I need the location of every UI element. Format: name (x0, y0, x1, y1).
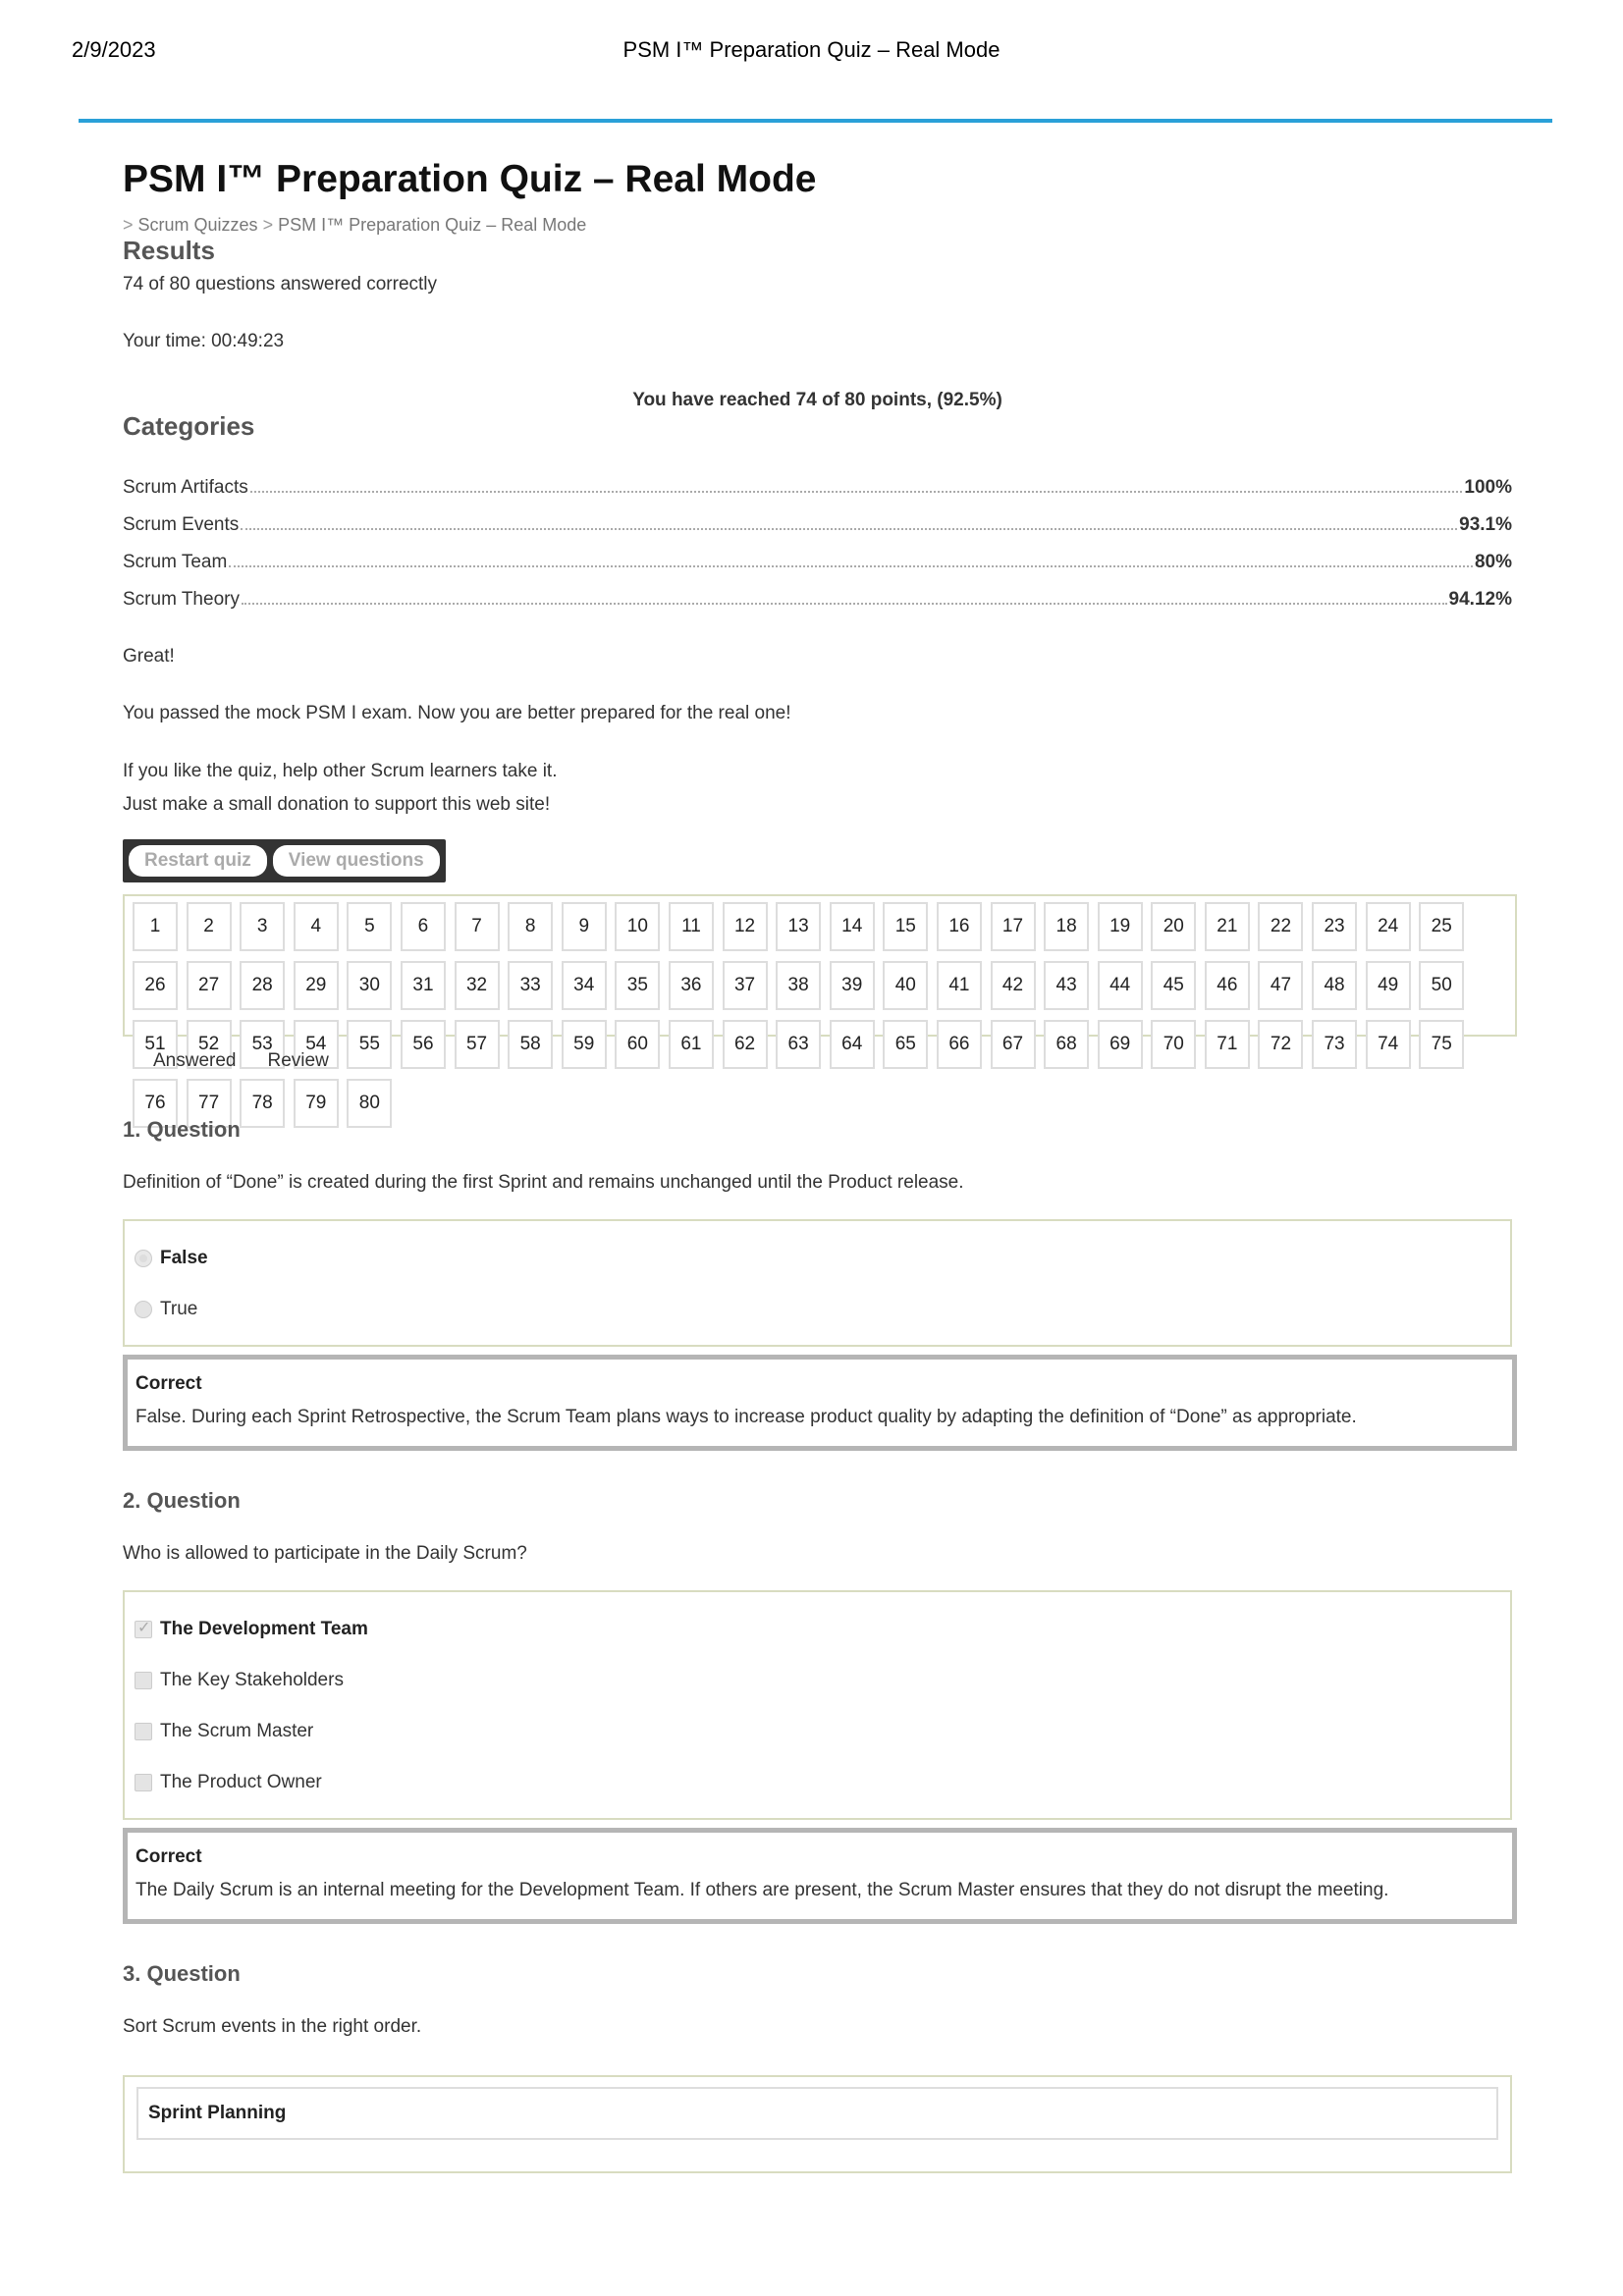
checkbox-checked-icon[interactable] (135, 1621, 152, 1638)
question-nav-item[interactable]: 8 (508, 902, 553, 951)
answer-option[interactable] (135, 1706, 1500, 1757)
question-nav-item[interactable]: 47 (1258, 961, 1303, 1010)
category-score: 80% (1474, 551, 1512, 572)
question-nav-item[interactable]: 25 (1419, 902, 1464, 951)
question-nav-item[interactable]: 69 (1098, 1020, 1143, 1069)
question-nav-item[interactable]: 28 (240, 961, 285, 1010)
breadcrumb-separator: > (262, 214, 274, 235)
question-nav-item[interactable]: 33 (508, 961, 553, 1010)
checkbox-icon[interactable] (135, 1723, 152, 1740)
question-nav-item[interactable]: 64 (830, 1020, 875, 1069)
dotted-leader (242, 603, 1447, 605)
question-nav-item[interactable]: 14 (830, 902, 875, 951)
question-nav-item[interactable]: 51 (133, 1020, 178, 1069)
time-taken: Your time: 00:49:23 (123, 330, 285, 351)
question-nav-item[interactable]: 77 (187, 1079, 232, 1128)
feedback-text: False. During each Sprint Retrospective, the Scrum Team plans ways to increase product quality by adapting the definition of “Done” as appropriate. (135, 1406, 1357, 1427)
question-nav-item[interactable]: 4 (294, 902, 339, 951)
checkbox-icon[interactable] (135, 1774, 152, 1791)
legend-review: Review (267, 1049, 329, 1071)
answer-label: The Development Team (160, 1618, 368, 1639)
checkbox-icon[interactable] (135, 1672, 152, 1689)
categories-heading: Categories (123, 410, 255, 441)
question-nav-item[interactable]: 6 (401, 902, 446, 951)
question-nav-item[interactable]: 68 (1044, 1020, 1089, 1069)
restart-quiz-button[interactable]: Restart quiz (129, 845, 267, 877)
question-navigator-grid (133, 902, 1507, 1138)
view-questions-button[interactable]: View questions (273, 845, 440, 877)
question-nav-item[interactable]: 63 (776, 1020, 821, 1069)
question-nav-item[interactable]: 70 (1151, 1020, 1196, 1069)
category-score: 93.1% (1459, 513, 1512, 535)
question-nav-item[interactable]: 18 (1044, 902, 1089, 951)
question-nav-item[interactable]: 49 (1366, 961, 1411, 1010)
question-nav-item[interactable]: 61 (669, 1020, 714, 1069)
question-nav-item[interactable]: 57 (455, 1020, 500, 1069)
answer-list (123, 1219, 1512, 1347)
question-nav-item[interactable]: 11 (669, 902, 714, 951)
question-nav-item[interactable]: 26 (133, 961, 178, 1010)
question-text: Who is allowed to participate in the Daily Scrum? (123, 1542, 527, 1564)
answered-count: 74 of 80 questions answered correctly (123, 273, 438, 294)
question-nav-item[interactable]: 76 (133, 1079, 178, 1128)
question-nav-item[interactable]: 1 (133, 902, 178, 951)
answer-label: True (160, 1298, 198, 1319)
category-row (123, 499, 1512, 536)
question-nav-item[interactable]: 54 (294, 1020, 339, 1069)
question-nav-item[interactable]: 41 (937, 961, 982, 1010)
print-title: PSM I™ Preparation Quiz – Real Mode (622, 37, 1001, 62)
answer-list (123, 1590, 1512, 1820)
answer-label: The Product Owner (160, 1771, 322, 1792)
quiz-action-bar (123, 839, 446, 882)
question-nav-item[interactable]: 73 (1312, 1020, 1357, 1069)
points-summary: You have reached 74 of 80 points, (92.5%) (632, 389, 1002, 410)
question-nav-item[interactable]: 36 (669, 961, 714, 1010)
radio-selected-icon[interactable] (135, 1250, 152, 1267)
question-nav-item[interactable]: 19 (1098, 902, 1143, 951)
feedback-text: The Daily Scrum is an internal meeting for the Development Team. If others are present, the Scrum Master ensures that they do not disrupt the meeting. (135, 1879, 1389, 1900)
radio-icon[interactable] (135, 1301, 152, 1318)
answer-feedback (123, 1355, 1517, 1451)
answer-option[interactable] (135, 1233, 1500, 1284)
page-title: PSM I™ Preparation Quiz – Real Mode (123, 158, 817, 200)
sortable-item[interactable]: Sprint Planning (136, 2087, 1498, 2140)
question-nav-item[interactable]: 39 (830, 961, 875, 1010)
print-header (72, 37, 1551, 67)
question-nav-item[interactable]: 53 (240, 1020, 285, 1069)
answer-option[interactable] (135, 1604, 1500, 1655)
feedback-title: Correct (135, 1372, 202, 1394)
question-nav-item[interactable]: 80 (347, 1079, 392, 1128)
question-nav-item[interactable]: 34 (562, 961, 607, 1010)
question-nav-item[interactable]: 37 (723, 961, 768, 1010)
question-nav-item[interactable]: 5 (347, 902, 392, 951)
question-nav-item[interactable]: 20 (1151, 902, 1196, 951)
answer-label: The Scrum Master (160, 1720, 314, 1741)
dotted-leader (241, 528, 1457, 530)
answer-option[interactable] (135, 1655, 1500, 1706)
question-text: Definition of “Done” is created during the first Sprint and remains unchanged until the Product release. (123, 1171, 964, 1193)
question-nav-item[interactable]: 48 (1312, 961, 1357, 1010)
question-nav-item[interactable]: 9 (562, 902, 607, 951)
question-nav-item[interactable]: 2 (187, 902, 232, 951)
question-nav-item[interactable]: 78 (240, 1079, 285, 1128)
breadcrumb-separator: > (123, 214, 134, 235)
breadcrumb (123, 215, 1512, 236)
category-row (123, 573, 1512, 611)
category-name: Scrum Team (123, 551, 228, 572)
category-score: 100% (1464, 476, 1512, 498)
question-nav-item[interactable]: 38 (776, 961, 821, 1010)
breadcrumb-link-scrum-quizzes[interactable]: Scrum Quizzes (137, 214, 258, 235)
question-nav-item[interactable]: 27 (187, 961, 232, 1010)
category-list (123, 461, 1512, 611)
question-nav-item[interactable]: 71 (1205, 1020, 1250, 1069)
category-score: 94.12% (1448, 588, 1512, 610)
answer-label: The Key Stakeholders (160, 1669, 344, 1690)
question-nav-item[interactable]: 62 (723, 1020, 768, 1069)
question-nav-item[interactable]: 23 (1312, 902, 1357, 951)
question-heading: 2. Question (123, 1487, 241, 1513)
category-name: Scrum Events (123, 513, 240, 535)
answer-feedback (123, 1828, 1517, 1924)
question-nav-item[interactable]: 50 (1419, 961, 1464, 1010)
question-nav-item[interactable]: 13 (776, 902, 821, 951)
question-nav-item[interactable]: 74 (1366, 1020, 1411, 1069)
question-nav-item[interactable]: 46 (1205, 961, 1250, 1010)
question-nav-item[interactable]: 65 (883, 1020, 928, 1069)
question-nav-item[interactable]: 22 (1258, 902, 1303, 951)
donation-message: If you like the quiz, help other Scrum learners take it. (123, 760, 558, 781)
result-message-great: Great! (123, 645, 175, 667)
dotted-leader (229, 565, 1473, 567)
results-heading: Results (123, 235, 215, 265)
question-text: Sort Scrum events in the right order. (123, 2015, 422, 2037)
donation-message-2: Just make a small donation to support this web site! (123, 793, 551, 815)
print-date: 2/9/2023 (72, 37, 156, 62)
answer-option[interactable] (135, 1757, 1500, 1808)
category-name: Scrum Theory (123, 588, 240, 610)
category-row (123, 536, 1512, 573)
question-nav-item[interactable]: 42 (991, 961, 1036, 1010)
category-row (123, 461, 1512, 499)
question-nav-item[interactable]: 3 (240, 902, 285, 951)
question-nav-item[interactable]: 66 (937, 1020, 982, 1069)
top-divider (79, 119, 1552, 123)
question-nav-item[interactable]: 79 (294, 1079, 339, 1128)
question-nav-item[interactable]: 29 (294, 961, 339, 1010)
question-nav-item[interactable]: 56 (401, 1020, 446, 1069)
question-nav-item[interactable]: 15 (883, 902, 928, 951)
question-heading: 1. Question (123, 1116, 241, 1142)
question-nav-item[interactable]: 75 (1419, 1020, 1464, 1069)
question-nav-item[interactable]: 7 (455, 902, 500, 951)
dotted-leader (250, 491, 1463, 493)
result-message-passed: You passed the mock PSM I exam. Now you are better prepared for the real one! (123, 702, 791, 723)
question-nav-item[interactable]: 17 (991, 902, 1036, 951)
question-nav-item[interactable]: 52 (187, 1020, 232, 1069)
answer-label: False (160, 1247, 208, 1268)
question-nav-item[interactable]: 43 (1044, 961, 1089, 1010)
question-nav-item[interactable]: 67 (991, 1020, 1036, 1069)
question-nav-item[interactable]: 72 (1258, 1020, 1303, 1069)
question-nav-item[interactable]: 12 (723, 902, 768, 951)
question-nav-item[interactable]: 32 (455, 961, 500, 1010)
question-nav-item[interactable]: 60 (615, 1020, 660, 1069)
question-nav-item[interactable]: 30 (347, 961, 392, 1010)
question-nav-item[interactable]: 40 (883, 961, 928, 1010)
question-nav-item[interactable]: 31 (401, 961, 446, 1010)
main-content (123, 157, 1512, 2173)
question-nav-item[interactable]: 59 (562, 1020, 607, 1069)
category-name: Scrum Artifacts (123, 476, 248, 498)
legend-answered: Answered (153, 1049, 237, 1071)
sortable-list (123, 2075, 1512, 2173)
answer-option[interactable] (135, 1284, 1500, 1335)
question-nav-item[interactable]: 10 (615, 902, 660, 951)
question-nav-item[interactable]: 58 (508, 1020, 553, 1069)
question-nav-item[interactable]: 21 (1205, 902, 1250, 951)
question-nav-item[interactable]: 16 (937, 902, 982, 951)
question-heading: 3. Question (123, 1960, 241, 1986)
feedback-title: Correct (135, 1845, 202, 1867)
question-nav-item[interactable]: 45 (1151, 961, 1196, 1010)
question-nav-item[interactable]: 44 (1098, 961, 1143, 1010)
question-nav-item[interactable]: 24 (1366, 902, 1411, 951)
question-nav-item[interactable]: 35 (615, 961, 660, 1010)
breadcrumb-current: PSM I™ Preparation Quiz – Real Mode (278, 214, 587, 235)
question-nav-item[interactable]: 55 (347, 1020, 392, 1069)
